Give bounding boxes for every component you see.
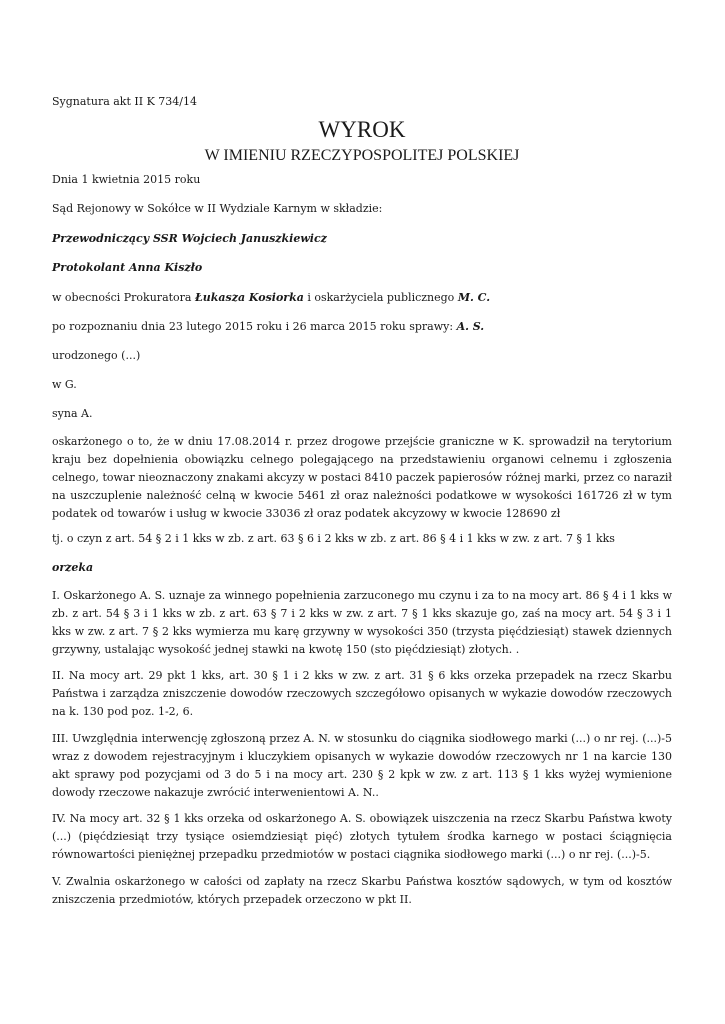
birth-place: w G. <box>52 378 77 391</box>
case-signature: Sygnatura akt II K 734/14 <box>52 95 197 108</box>
judgment-title: WYROK <box>318 117 406 142</box>
presence-text-1: w obecności Prokuratora <box>52 291 195 304</box>
court-composition: Sąd Rejonowy w Sokółce w II Wydziale Karnym w składzie: <box>52 202 383 215</box>
court-recorder: Protokolant Anna Kiszło <box>52 261 203 274</box>
parent-info: syna A. <box>52 407 93 420</box>
ruling-point-3: III. Uwzględnia interwencję zgłoszoną przez A. N. w stosunku do ciągnika siodłowego marki (...) o nr rej. (...)-5 wraz z dowodem rejestracyjnym i kluczykiem opisanych w wykazie dowodów rzeczowych nr 1 na karcie 130 akt sprawy pod pozycjami od 3 do 5 i na mocy art. 230 § 2 kpk w zw. z art. 113 § 1 kks wyżej wymienione dowody rzeczowe nakazuje zwrócić interwenientowi A. N.. <box>52 732 672 799</box>
defendant-name: A. S. <box>456 320 485 333</box>
legal-qualification: tj. o czyn z art. 54 § 2 i 1 kks w zb. z art. 63 § 6 i 2 kks w zb. z art. 86 § 4 i 1 kks w zw. z art. 7 § 1 kks <box>52 532 615 545</box>
prosecutor-name: Łukasza Kosiorka <box>194 291 304 304</box>
birth-info: urodzonego (...) <box>52 349 141 362</box>
ruling-heading: orzeka <box>52 561 94 574</box>
presiding-judge: Przewodniczący SSR Wojciech Januszkiewicz <box>52 232 327 245</box>
ruling-point-2: II. Na mocy art. 29 pkt 1 kks, art. 30 § 1 i 2 kks w zw. z art. 31 § 6 kks orzeka przepadek na rzecz Skarbu Państwa i zarządza zniszczenie dowodów rzeczowych szczegółowo opisanych w wykazie dowodów rzeczowych na k. 130 pod poz. 1-2, 6. <box>52 669 672 718</box>
presence-text-2: i oskarżyciela publicznego <box>303 291 458 304</box>
case-line <box>52 318 484 336</box>
case-text: po rozpoznaniu dnia 23 lutego 2015 roku i 26 marca 2015 roku sprawy: <box>52 320 457 333</box>
date-line: Dnia 1 kwietnia 2015 roku <box>52 173 201 186</box>
ruling-point-1: I. Oskarżonego A. S. uznaje za winnego popełnienia zarzuconego mu czynu i za to na mocy art. 86 § 4 i 1 kks w zb. z art. 54 § 3 i 1 kks w zb. z art. 63 § 7 i 2 kks w zw. z art. 7 § 1 kks skazuje go, zaś na mocy art. 54 § 3 i 1 kks w zw. z art. 7 § 2 kks wymierza mu karę grzywny w wysokości 350 (trzysta pięćdziesiąt) stawek dziennych grzywny, ustalając wysokość jednej stawki na kwotę 150 (sto pięćdziesiąt) złotych. . <box>52 589 672 656</box>
ruling-point-4: IV. Na mocy art. 32 § 1 kks orzeka od oskarżonego A. S. obowiązek uiszczenia na rzecz Skarbu Państwa kwoty (...) (pięćdziesiąt trzy tysiące osiemdziesiąt pięć) złotych tytułem środka karnego w postaci ściągnięcia równowartości pieniężnej przepadku przedmiotów w postaci ciągnika siodłowego marki (...) o nr rej. (...)-5. <box>52 812 672 861</box>
public-accuser-name: M. C. <box>457 291 491 304</box>
judgment-subtitle: W IMIENIU RZECZYPOSPOLITEJ POLSKIEJ <box>204 147 520 164</box>
charge-paragraph: oskarżonego o to, że w dniu 17.08.2014 r. przez drogowe przejście graniczne w K. sprowadził na terytorium kraju bez dopełnienia obowiązku celnego polegającego na przedstawieniu organowi celnemu i zgłoszenia celnego, towar nieoznaczony znakami akcyzy w postaci 8410 paczek papierosów różnej marki, przez co naraził na uszczuplenie należność celną w kwocie 5461 zł oraz należności podatkowe w wysokości 161726 zł w tym podatek od towarów i usług w kwocie 33036 zł oraz podatek akcyzowy w kwocie 128690 zł <box>52 435 672 520</box>
ruling-point-5: V. Zwalnia oskarżonego w całości od zapłaty na rzecz Skarbu Państwa kosztów sądowych, w tym od kosztów zniszczenia przedmiotów, których przepadek orzeczono w pkt II. <box>52 875 672 906</box>
presence-line <box>52 289 490 307</box>
